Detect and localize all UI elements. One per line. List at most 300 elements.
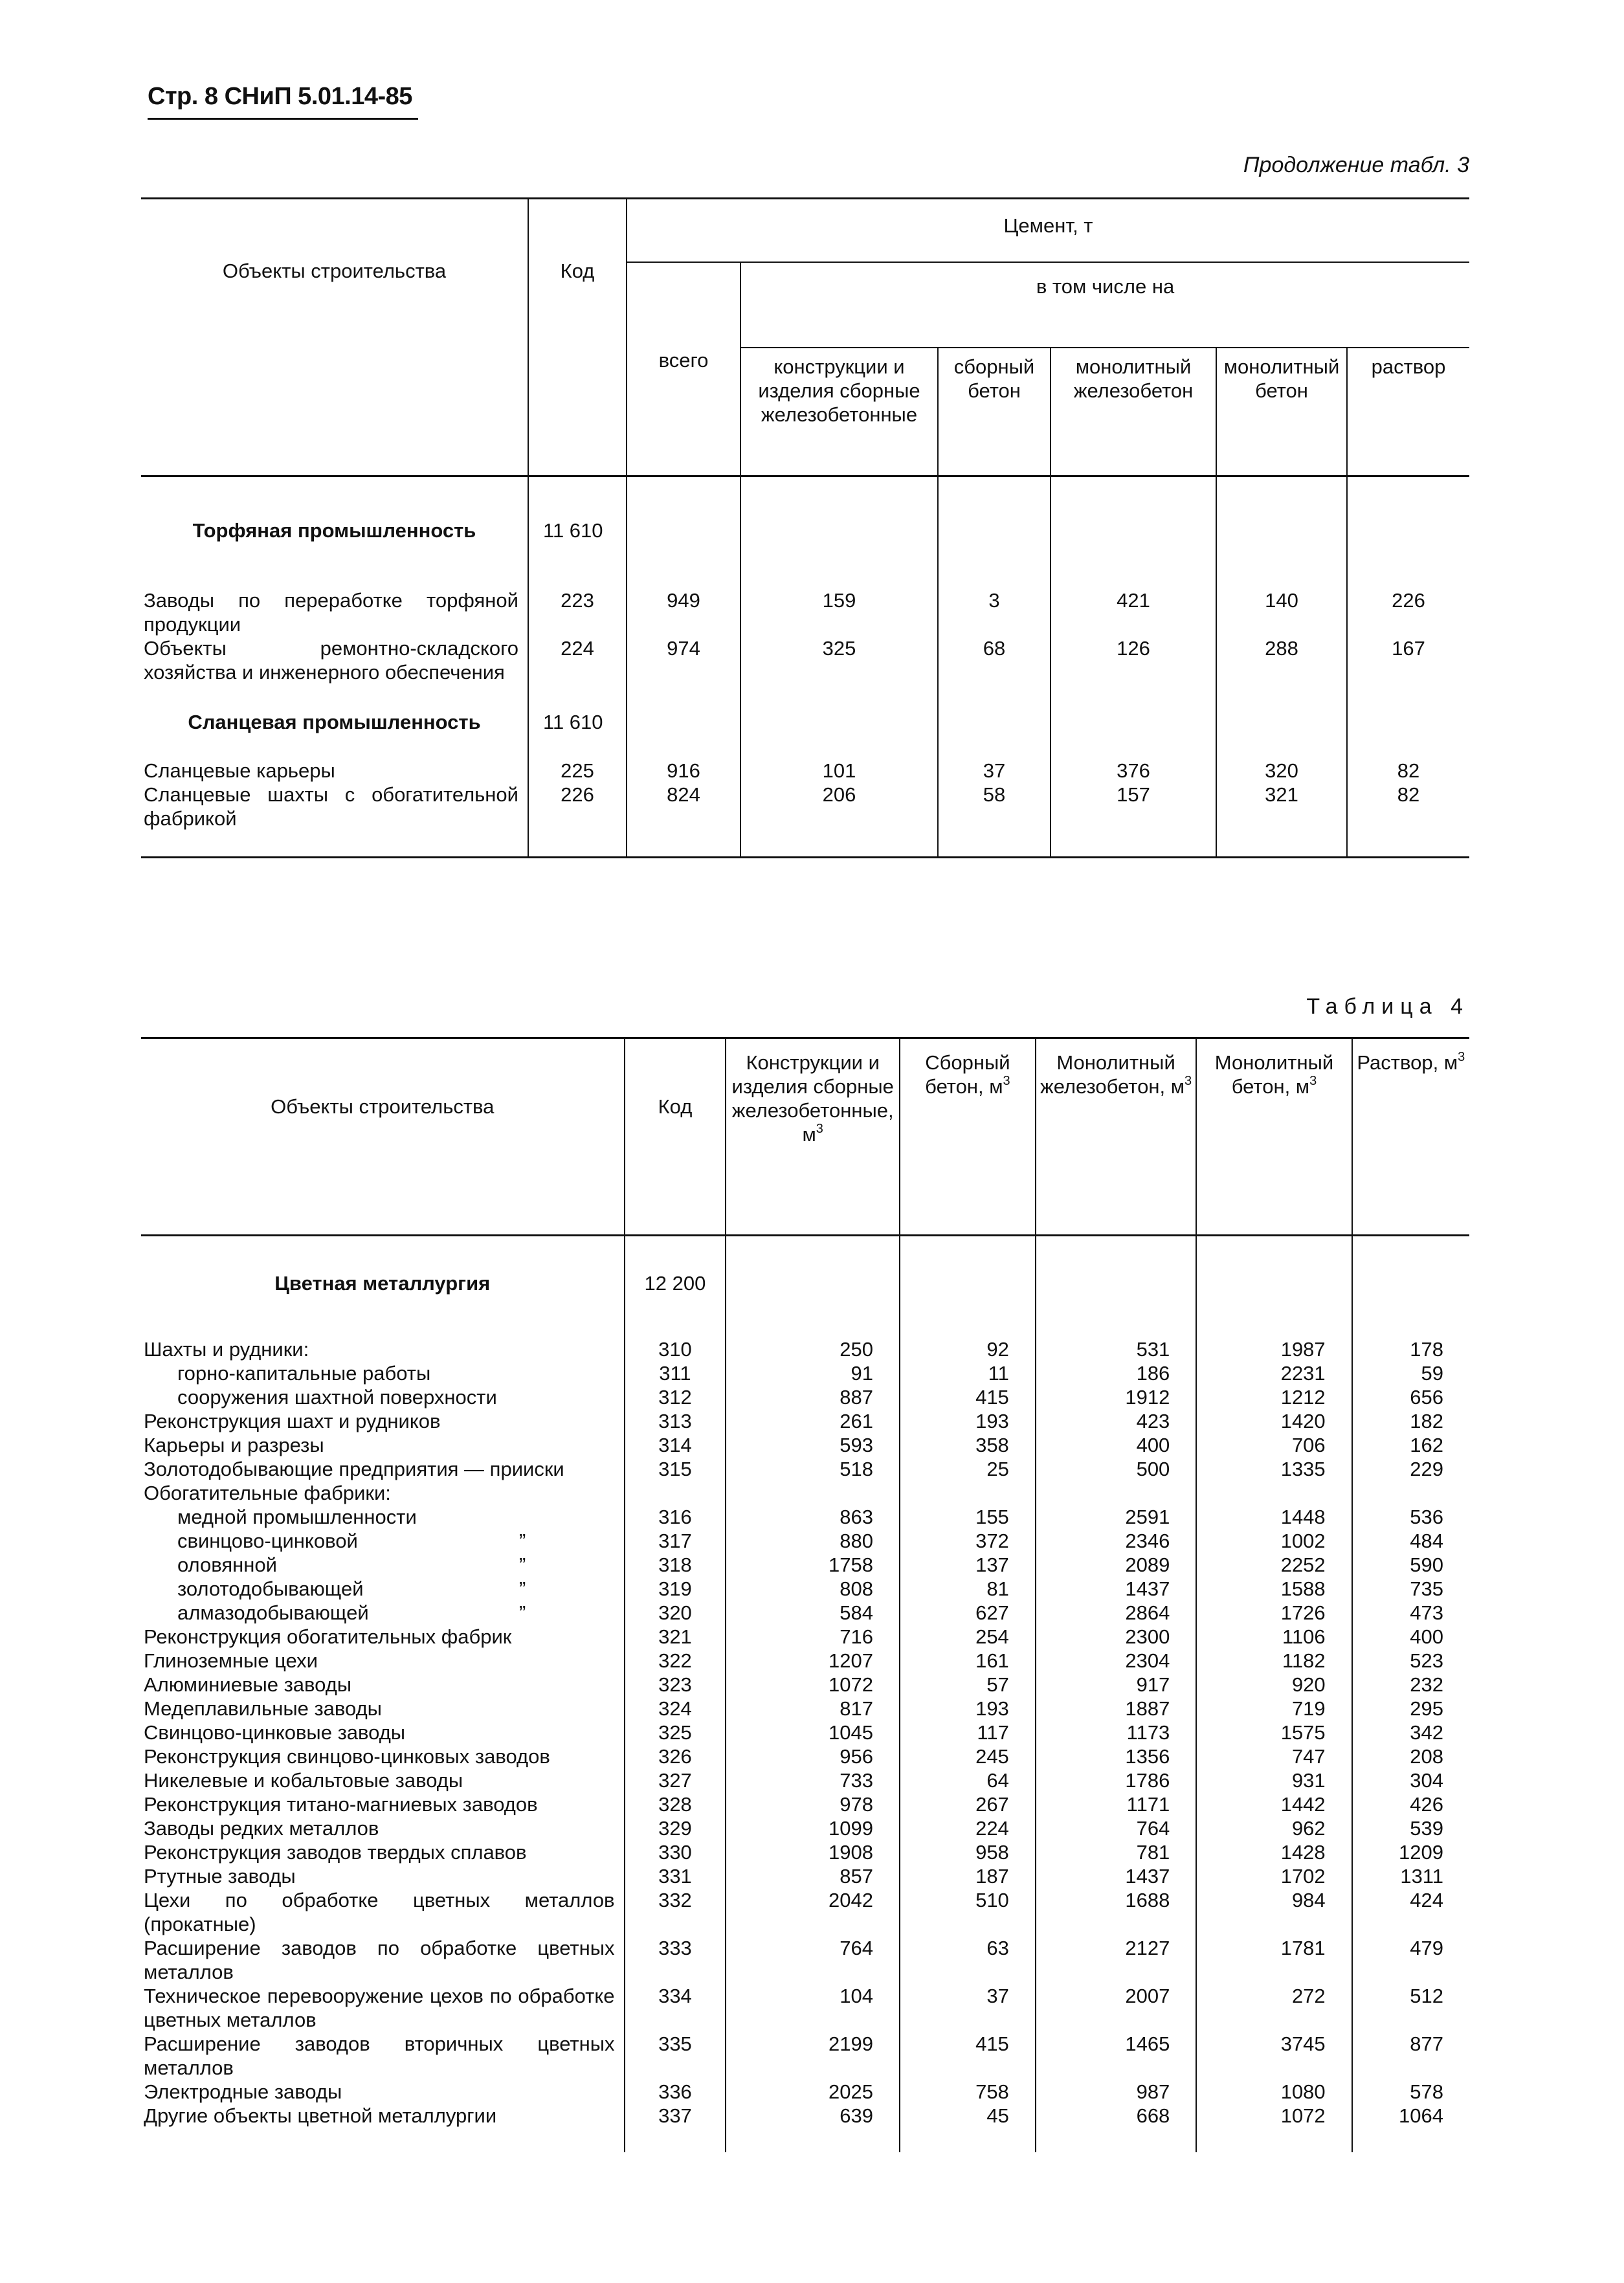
- cell-constructions: 817: [726, 1697, 900, 1721]
- cell-constructions: 2042: [726, 1888, 900, 1936]
- table-row: [141, 1529, 1469, 1553]
- cell-precast: 68: [938, 636, 1051, 684]
- row-name: Цехи по обработке цветных металлов (прокатные): [144, 1889, 615, 1935]
- row-name: Реконструкция титано-магниевых заводов: [144, 1793, 538, 1816]
- cell-precast: 372: [900, 1529, 1036, 1553]
- row-code: 312: [625, 1385, 726, 1409]
- table4-header-objects: Объекты строительства: [271, 1095, 495, 1118]
- cell-monolithic-rc: 1437: [1036, 1864, 1197, 1888]
- cell-constructions: 887: [726, 1385, 900, 1409]
- cell-precast: 415: [900, 2032, 1036, 2080]
- row-name: медной промышленности: [177, 1506, 417, 1528]
- row-code: 333: [625, 1936, 726, 1984]
- cell-monolithic-rc: 1171: [1036, 1792, 1197, 1816]
- table3-section-title: Торфяная промышленность: [192, 519, 476, 542]
- cell-monolithic: 706: [1196, 1433, 1351, 1457]
- cell-mortar: 590: [1352, 1553, 1469, 1577]
- table-row: [141, 2080, 1469, 2104]
- cell-total: 949: [627, 560, 740, 636]
- row-name: Никелевые и кобальтовые заводы: [144, 1769, 463, 1792]
- row-name: Сланцевые карьеры: [144, 759, 335, 782]
- cell-monolithic: 962: [1196, 1816, 1351, 1840]
- table4-section-title: Цветная металлургия: [274, 1272, 491, 1295]
- cell-monolithic: 1588: [1196, 1577, 1351, 1601]
- cell-constructions: 1758: [726, 1553, 900, 1577]
- row-code: 329: [625, 1816, 726, 1840]
- cell-monolithic: 984: [1196, 1888, 1351, 1936]
- cell-precast: 25: [900, 1457, 1036, 1481]
- table-row: [141, 783, 1469, 858]
- cell-monolithic-rc: 1786: [1036, 1768, 1197, 1792]
- row-code: 325: [625, 1721, 726, 1744]
- row-name: Медеплавильные заводы: [144, 1697, 382, 1720]
- cell-monolithic-rc: 987: [1036, 2080, 1197, 2104]
- cell-precast: 758: [900, 2080, 1036, 2104]
- cell-monolithic: 1080: [1196, 2080, 1351, 2104]
- row-name: Техническое перевооружение цехов по обработке цветных металлов: [144, 1985, 615, 2031]
- cell-constructions: 863: [726, 1505, 900, 1529]
- cell-constructions: 250: [726, 1313, 900, 1361]
- cell-constructions: 1207: [726, 1649, 900, 1673]
- table4-header-row: [141, 1038, 1469, 1236]
- cell-monolithic: 2252: [1196, 1553, 1351, 1577]
- row-name: Расширение заводов по обработке цветных металлов: [144, 1937, 615, 1983]
- row-code: 334: [625, 1984, 726, 2032]
- cell-monolithic-rc: 157: [1051, 783, 1216, 858]
- row-code: 225: [528, 734, 627, 783]
- cell-precast: 193: [900, 1697, 1036, 1721]
- table4-section-row: [141, 1236, 1469, 1313]
- cell-monolithic: 1726: [1196, 1601, 1351, 1625]
- row-code: 310: [625, 1313, 726, 1361]
- table4-header-monolithic: Монолитный бетон, $м^3$: [1196, 1038, 1351, 1236]
- row-name: Золотодобывающие предприятия — прииски: [144, 1458, 564, 1480]
- table-row: [141, 1888, 1469, 1936]
- cell-constructions: 593: [726, 1433, 900, 1457]
- row-code: 320: [625, 1601, 726, 1625]
- cell-constructions: 261: [726, 1409, 900, 1433]
- cell-monolithic: 1106: [1196, 1625, 1351, 1649]
- row-name: Глиноземные цехи: [144, 1649, 318, 1672]
- cell-mortar: 539: [1352, 1816, 1469, 1840]
- cell-precast: 3: [938, 560, 1051, 636]
- cell-constructions: 101: [740, 734, 938, 783]
- cell-monolithic: 140: [1216, 560, 1347, 636]
- cell-mortar: 82: [1347, 734, 1469, 783]
- table-row: [141, 1673, 1469, 1697]
- cell-monolithic: 272: [1196, 1984, 1351, 2032]
- cell-precast: 358: [900, 1433, 1036, 1457]
- ditto-mark: ”: [519, 1577, 526, 1600]
- cell-monolithic-rc: 1173: [1036, 1721, 1197, 1744]
- table-row: [141, 1984, 1469, 2032]
- row-code: 319: [625, 1577, 726, 1601]
- cell-mortar: 1064: [1352, 2104, 1469, 2128]
- cell-precast: 137: [900, 1553, 1036, 1577]
- row-code: 321: [625, 1625, 726, 1649]
- row-code: 318: [625, 1553, 726, 1577]
- row-name: Шахты и рудники:: [144, 1338, 309, 1361]
- cell-monolithic: 1212: [1196, 1385, 1351, 1409]
- table-row: [141, 1744, 1469, 1768]
- cell-precast: 63: [900, 1936, 1036, 1984]
- table3-header-row: [141, 199, 1469, 263]
- table3-header-cement: Цемент, т: [627, 199, 1469, 263]
- cell-mortar: 400: [1352, 1625, 1469, 1649]
- row-code: 324: [625, 1697, 726, 1721]
- cell-constructions: 639: [726, 2104, 900, 2128]
- table-row: [141, 1361, 1469, 1385]
- cell-monolithic-rc: 2089: [1036, 1553, 1197, 1577]
- row-code: 337: [625, 2104, 726, 2128]
- cell-monolithic: 1182: [1196, 1649, 1351, 1673]
- row-code: 224: [528, 636, 627, 684]
- table-row: [141, 1625, 1469, 1649]
- row-name: Объекты ремонтно-складского хозяйства и инженерного обеспечения: [144, 637, 518, 684]
- row-code: 322: [625, 1649, 726, 1673]
- cell-monolithic-rc: 2864: [1036, 1601, 1197, 1625]
- row-name: Карьеры и разрезы: [144, 1434, 324, 1456]
- table3: [141, 197, 1469, 858]
- table4-body: [141, 1313, 1469, 2128]
- cell-constructions: 808: [726, 1577, 900, 1601]
- cell-mortar: 512: [1352, 1984, 1469, 2032]
- cell-constructions: 880: [726, 1529, 900, 1553]
- cell-monolithic-rc: 1688: [1036, 1888, 1197, 1936]
- cell-precast: 193: [900, 1409, 1036, 1433]
- table4-header-precast: Сборный бетон, $м^3$: [900, 1038, 1036, 1236]
- cell-monolithic: 320: [1216, 734, 1347, 783]
- row-name: горно-капитальные работы: [177, 1362, 431, 1385]
- table3-continuation-label: Продолжение табл. 3: [1243, 153, 1469, 177]
- cell-mortar: 536: [1352, 1505, 1469, 1529]
- table-row: [141, 1721, 1469, 1744]
- row-code: 326: [625, 1744, 726, 1768]
- page-header: Стр. 8 СНиП 5.01.14-85: [148, 83, 412, 110]
- table4-section-code: 12 200: [625, 1236, 726, 1313]
- row-name: Другие объекты цветной металлургии: [144, 2104, 497, 2127]
- cell-constructions: 857: [726, 1864, 900, 1888]
- cell-mortar: 162: [1352, 1433, 1469, 1457]
- cell-monolithic: 321: [1216, 783, 1347, 858]
- row-code: 223: [528, 560, 627, 636]
- table-row: [141, 1433, 1469, 1457]
- table3-header-monolithic-rc: монолитный железобетон: [1051, 348, 1216, 476]
- table-row: [141, 1649, 1469, 1673]
- cell-precast: 57: [900, 1673, 1036, 1697]
- row-code: 327: [625, 1768, 726, 1792]
- cell-mortar: 484: [1352, 1529, 1469, 1553]
- table4-header-code: Код: [625, 1038, 726, 1236]
- table-row: [141, 734, 1469, 783]
- ditto-mark: ”: [519, 1601, 526, 1624]
- cell-mortar: 656: [1352, 1385, 1469, 1409]
- cell-mortar: 1311: [1352, 1864, 1469, 1888]
- table3-header-mortar: раствор: [1347, 348, 1469, 476]
- row-code: 331: [625, 1864, 726, 1888]
- cell-mortar: 304: [1352, 1768, 1469, 1792]
- row-name: алмазодобывающей ”: [177, 1601, 526, 1624]
- table3-section-row: [141, 476, 1469, 561]
- cell-mortar: 473: [1352, 1601, 1469, 1625]
- row-name: Реконструкция шахт и рудников: [144, 1410, 441, 1432]
- cell-precast: 958: [900, 1840, 1036, 1864]
- row-code: 316: [625, 1505, 726, 1529]
- cell-mortar: 178: [1352, 1313, 1469, 1361]
- row-code: 335: [625, 2032, 726, 2080]
- cell-mortar: 295: [1352, 1697, 1469, 1721]
- cell-monolithic-rc: 2007: [1036, 1984, 1197, 2032]
- cell-mortar: 232: [1352, 1673, 1469, 1697]
- row-name: свинцово-цинковой ”: [177, 1530, 526, 1552]
- cell-monolithic: 1420: [1196, 1409, 1351, 1433]
- table-row: [141, 560, 1469, 636]
- table-row: [141, 1385, 1469, 1409]
- ditto-mark: ”: [519, 1530, 526, 1552]
- row-name: Электродные заводы: [144, 2080, 342, 2103]
- cell-monolithic-rc: 1356: [1036, 1744, 1197, 1768]
- cell-constructions: 1045: [726, 1721, 900, 1744]
- cell-monolithic-rc: 917: [1036, 1673, 1197, 1697]
- cell-monolithic-rc: 2304: [1036, 1649, 1197, 1673]
- cell-monolithic-rc: 2591: [1036, 1505, 1197, 1529]
- table-row: [141, 1697, 1469, 1721]
- table3-header-monolithic: монолитный бетон: [1216, 348, 1347, 476]
- cell-total: 974: [627, 636, 740, 684]
- cell-monolithic: 920: [1196, 1673, 1351, 1697]
- cell-monolithic-rc: 2346: [1036, 1529, 1197, 1553]
- cell-constructions: 978: [726, 1792, 900, 1816]
- cell-mortar: 424: [1352, 1888, 1469, 1936]
- row-name: Расширение заводов вторичных цветных металлов: [144, 2032, 615, 2079]
- cell-monolithic-rc: 421: [1051, 560, 1216, 636]
- table-row: [141, 1457, 1469, 1481]
- cell-monolithic: 719: [1196, 1697, 1351, 1721]
- cell-monolithic-rc: 1912: [1036, 1385, 1197, 1409]
- cell-precast: 81: [900, 1577, 1036, 1601]
- cell-constructions: 1908: [726, 1840, 900, 1864]
- table3-header-code: Код: [528, 199, 627, 476]
- row-name: Реконструкция обогатительных фабрик: [144, 1625, 512, 1648]
- row-code: 226: [528, 783, 627, 858]
- table3-header-precast: сборный бетон: [938, 348, 1051, 476]
- cell-monolithic: 1002: [1196, 1529, 1351, 1553]
- cell-monolithic-rc: 668: [1036, 2104, 1197, 2128]
- cell-mortar: 208: [1352, 1744, 1469, 1768]
- table4-title: Таблица 4: [1306, 994, 1469, 1019]
- cell-constructions: 325: [740, 636, 938, 684]
- cell-monolithic-rc: 764: [1036, 1816, 1197, 1840]
- cell-precast: 92: [900, 1313, 1036, 1361]
- row-name: золотодобывающей ”: [177, 1577, 526, 1600]
- cell-precast: 117: [900, 1721, 1036, 1744]
- cell-mortar: 735: [1352, 1577, 1469, 1601]
- cell-monolithic-rc: 1465: [1036, 2032, 1197, 2080]
- cell-precast: 64: [900, 1768, 1036, 1792]
- cell-constructions: 159: [740, 560, 938, 636]
- cell-constructions: 733: [726, 1768, 900, 1792]
- cell-mortar: 426: [1352, 1792, 1469, 1816]
- cell-precast: 415: [900, 1385, 1036, 1409]
- table-row-group-label: [141, 1481, 1469, 1505]
- cell-monolithic: 931: [1196, 1768, 1351, 1792]
- row-name: Сланцевые шахты с обогатительной фабрикой: [144, 783, 518, 830]
- table-row: [141, 636, 1469, 684]
- header-underline: [148, 118, 418, 120]
- cell-constructions: 104: [726, 1984, 900, 2032]
- cell-monolithic: 2231: [1196, 1361, 1351, 1385]
- cell-constructions: 584: [726, 1601, 900, 1625]
- cell-monolithic: 1442: [1196, 1792, 1351, 1816]
- row-name: Реконструкция заводов твердых сплавов: [144, 1841, 527, 1864]
- cell-mortar: 226: [1347, 560, 1469, 636]
- cell-precast: 627: [900, 1601, 1036, 1625]
- row-code: 328: [625, 1792, 726, 1816]
- cell-precast: 37: [900, 1984, 1036, 2032]
- cell-mortar: 59: [1352, 1361, 1469, 1385]
- cell-constructions: 1099: [726, 1816, 900, 1840]
- table-row: [141, 1936, 1469, 1984]
- row-code: 336: [625, 2080, 726, 2104]
- cell-precast: 187: [900, 1864, 1036, 1888]
- cell-precast: 155: [900, 1505, 1036, 1529]
- table-row: [141, 1577, 1469, 1601]
- cell-monolithic: 1702: [1196, 1864, 1351, 1888]
- cell-mortar: 167: [1347, 636, 1469, 684]
- cell-precast: 58: [938, 783, 1051, 858]
- cell-constructions: 206: [740, 783, 938, 858]
- table-row: [141, 2032, 1469, 2080]
- table-row: [141, 1864, 1469, 1888]
- cell-monolithic: 1448: [1196, 1505, 1351, 1529]
- cell-mortar: 1209: [1352, 1840, 1469, 1864]
- table3-section-row: [141, 684, 1469, 734]
- table3-section-title: Сланцевая промышленность: [188, 711, 481, 733]
- cell-constructions: 518: [726, 1457, 900, 1481]
- cell-monolithic-rc: 2300: [1036, 1625, 1197, 1649]
- row-code: 330: [625, 1840, 726, 1864]
- cell-monolithic-rc: 400: [1036, 1433, 1197, 1457]
- cell-monolithic-rc: 2127: [1036, 1936, 1197, 1984]
- cell-mortar: 578: [1352, 2080, 1469, 2104]
- row-code: 314: [625, 1433, 726, 1457]
- cell-monolithic: 1987: [1196, 1313, 1351, 1361]
- row-name: Заводы по переработке торфяной продукции: [144, 589, 518, 636]
- cell-precast: 11: [900, 1361, 1036, 1385]
- cell-precast: 45: [900, 2104, 1036, 2128]
- cell-constructions: 2199: [726, 2032, 900, 2080]
- table-row: [141, 1601, 1469, 1625]
- cell-mortar: 182: [1352, 1409, 1469, 1433]
- cell-constructions: 1072: [726, 1673, 900, 1697]
- row-name: Свинцово-цинковые заводы: [144, 1721, 406, 1744]
- cell-monolithic-rc: 126: [1051, 636, 1216, 684]
- cell-precast: 161: [900, 1649, 1036, 1673]
- table4: [141, 1037, 1469, 2152]
- table-row: [141, 1816, 1469, 1840]
- cell-monolithic: 1072: [1196, 2104, 1351, 2128]
- table-row: [141, 2104, 1469, 2128]
- cell-precast: 37: [938, 734, 1051, 783]
- row-code: 332: [625, 1888, 726, 1936]
- cell-precast: 245: [900, 1744, 1036, 1768]
- table-row: [141, 1792, 1469, 1816]
- cell-constructions: 716: [726, 1625, 900, 1649]
- row-name: Заводы редких металлов: [144, 1817, 379, 1840]
- row-name: сооружения шахтной поверхности: [177, 1386, 497, 1409]
- cell-monolithic: 3745: [1196, 2032, 1351, 2080]
- cell-monolithic: 1335: [1196, 1457, 1351, 1481]
- cell-precast: 267: [900, 1792, 1036, 1816]
- cell-monolithic: 1781: [1196, 1936, 1351, 1984]
- table-row: [141, 1553, 1469, 1577]
- cell-mortar: 523: [1352, 1649, 1469, 1673]
- cell-constructions: 764: [726, 1936, 900, 1984]
- group-label: Обогатительные фабрики:: [144, 1482, 391, 1504]
- cell-mortar: 229: [1352, 1457, 1469, 1481]
- table4-header-monolithic-rc: Монолитный железобетон, $м^3$: [1036, 1038, 1197, 1236]
- cell-monolithic-rc: 500: [1036, 1457, 1197, 1481]
- row-code: 311: [625, 1361, 726, 1385]
- cell-precast: 224: [900, 1816, 1036, 1840]
- cell-mortar: 877: [1352, 2032, 1469, 2080]
- table3-section-code: 11 610: [528, 476, 627, 561]
- cell-mortar: 342: [1352, 1721, 1469, 1744]
- cell-mortar: 82: [1347, 783, 1469, 858]
- row-code: 323: [625, 1673, 726, 1697]
- table-row: [141, 1313, 1469, 1361]
- row-code: 313: [625, 1409, 726, 1433]
- cell-monolithic: 1428: [1196, 1840, 1351, 1864]
- cell-monolithic-rc: 781: [1036, 1840, 1197, 1864]
- cell-constructions: 2025: [726, 2080, 900, 2104]
- table3-header-total: всего: [627, 262, 740, 476]
- cell-precast: 254: [900, 1625, 1036, 1649]
- cell-total: 916: [627, 734, 740, 783]
- table-row: [141, 1768, 1469, 1792]
- cell-monolithic-rc: 1437: [1036, 1577, 1197, 1601]
- cell-precast: 510: [900, 1888, 1036, 1936]
- cell-mortar: 479: [1352, 1936, 1469, 1984]
- cell-monolithic: 288: [1216, 636, 1347, 684]
- cell-monolithic-rc: 1887: [1036, 1697, 1197, 1721]
- cell-monolithic-rc: 186: [1036, 1361, 1197, 1385]
- table-row: [141, 1840, 1469, 1864]
- cell-constructions: 956: [726, 1744, 900, 1768]
- cell-monolithic: 1575: [1196, 1721, 1351, 1744]
- table4-bottom-spacer: [141, 2128, 1469, 2152]
- row-name: оловянной ”: [177, 1554, 526, 1576]
- table3-header-objects: Объекты строительства: [141, 199, 528, 476]
- table4-header-constructions: Конструкции и изделия сборные железобетонные, $м^3$: [726, 1038, 900, 1236]
- row-name: Алюминиевые заводы: [144, 1673, 352, 1696]
- cell-constructions: 91: [726, 1361, 900, 1385]
- table-row: [141, 1409, 1469, 1433]
- cell-monolithic-rc: 531: [1036, 1313, 1197, 1361]
- row-name: Ртутные заводы: [144, 1865, 296, 1888]
- row-name: Реконструкция свинцово-цинковых заводов: [144, 1745, 550, 1768]
- table-row: [141, 1505, 1469, 1529]
- ditto-mark: ”: [519, 1554, 526, 1576]
- table3-header-constructions: конструкции и изделия сборные железобетонные: [740, 348, 938, 476]
- cell-monolithic-rc: 423: [1036, 1409, 1197, 1433]
- table3-section-code: 11 610: [528, 684, 627, 734]
- row-code: 317: [625, 1529, 726, 1553]
- table4-header-mortar: Раствор, $м^3$: [1352, 1038, 1469, 1236]
- table3-header-including: в том числе на: [740, 262, 1469, 348]
- cell-monolithic: 747: [1196, 1744, 1351, 1768]
- cell-total: 824: [627, 783, 740, 858]
